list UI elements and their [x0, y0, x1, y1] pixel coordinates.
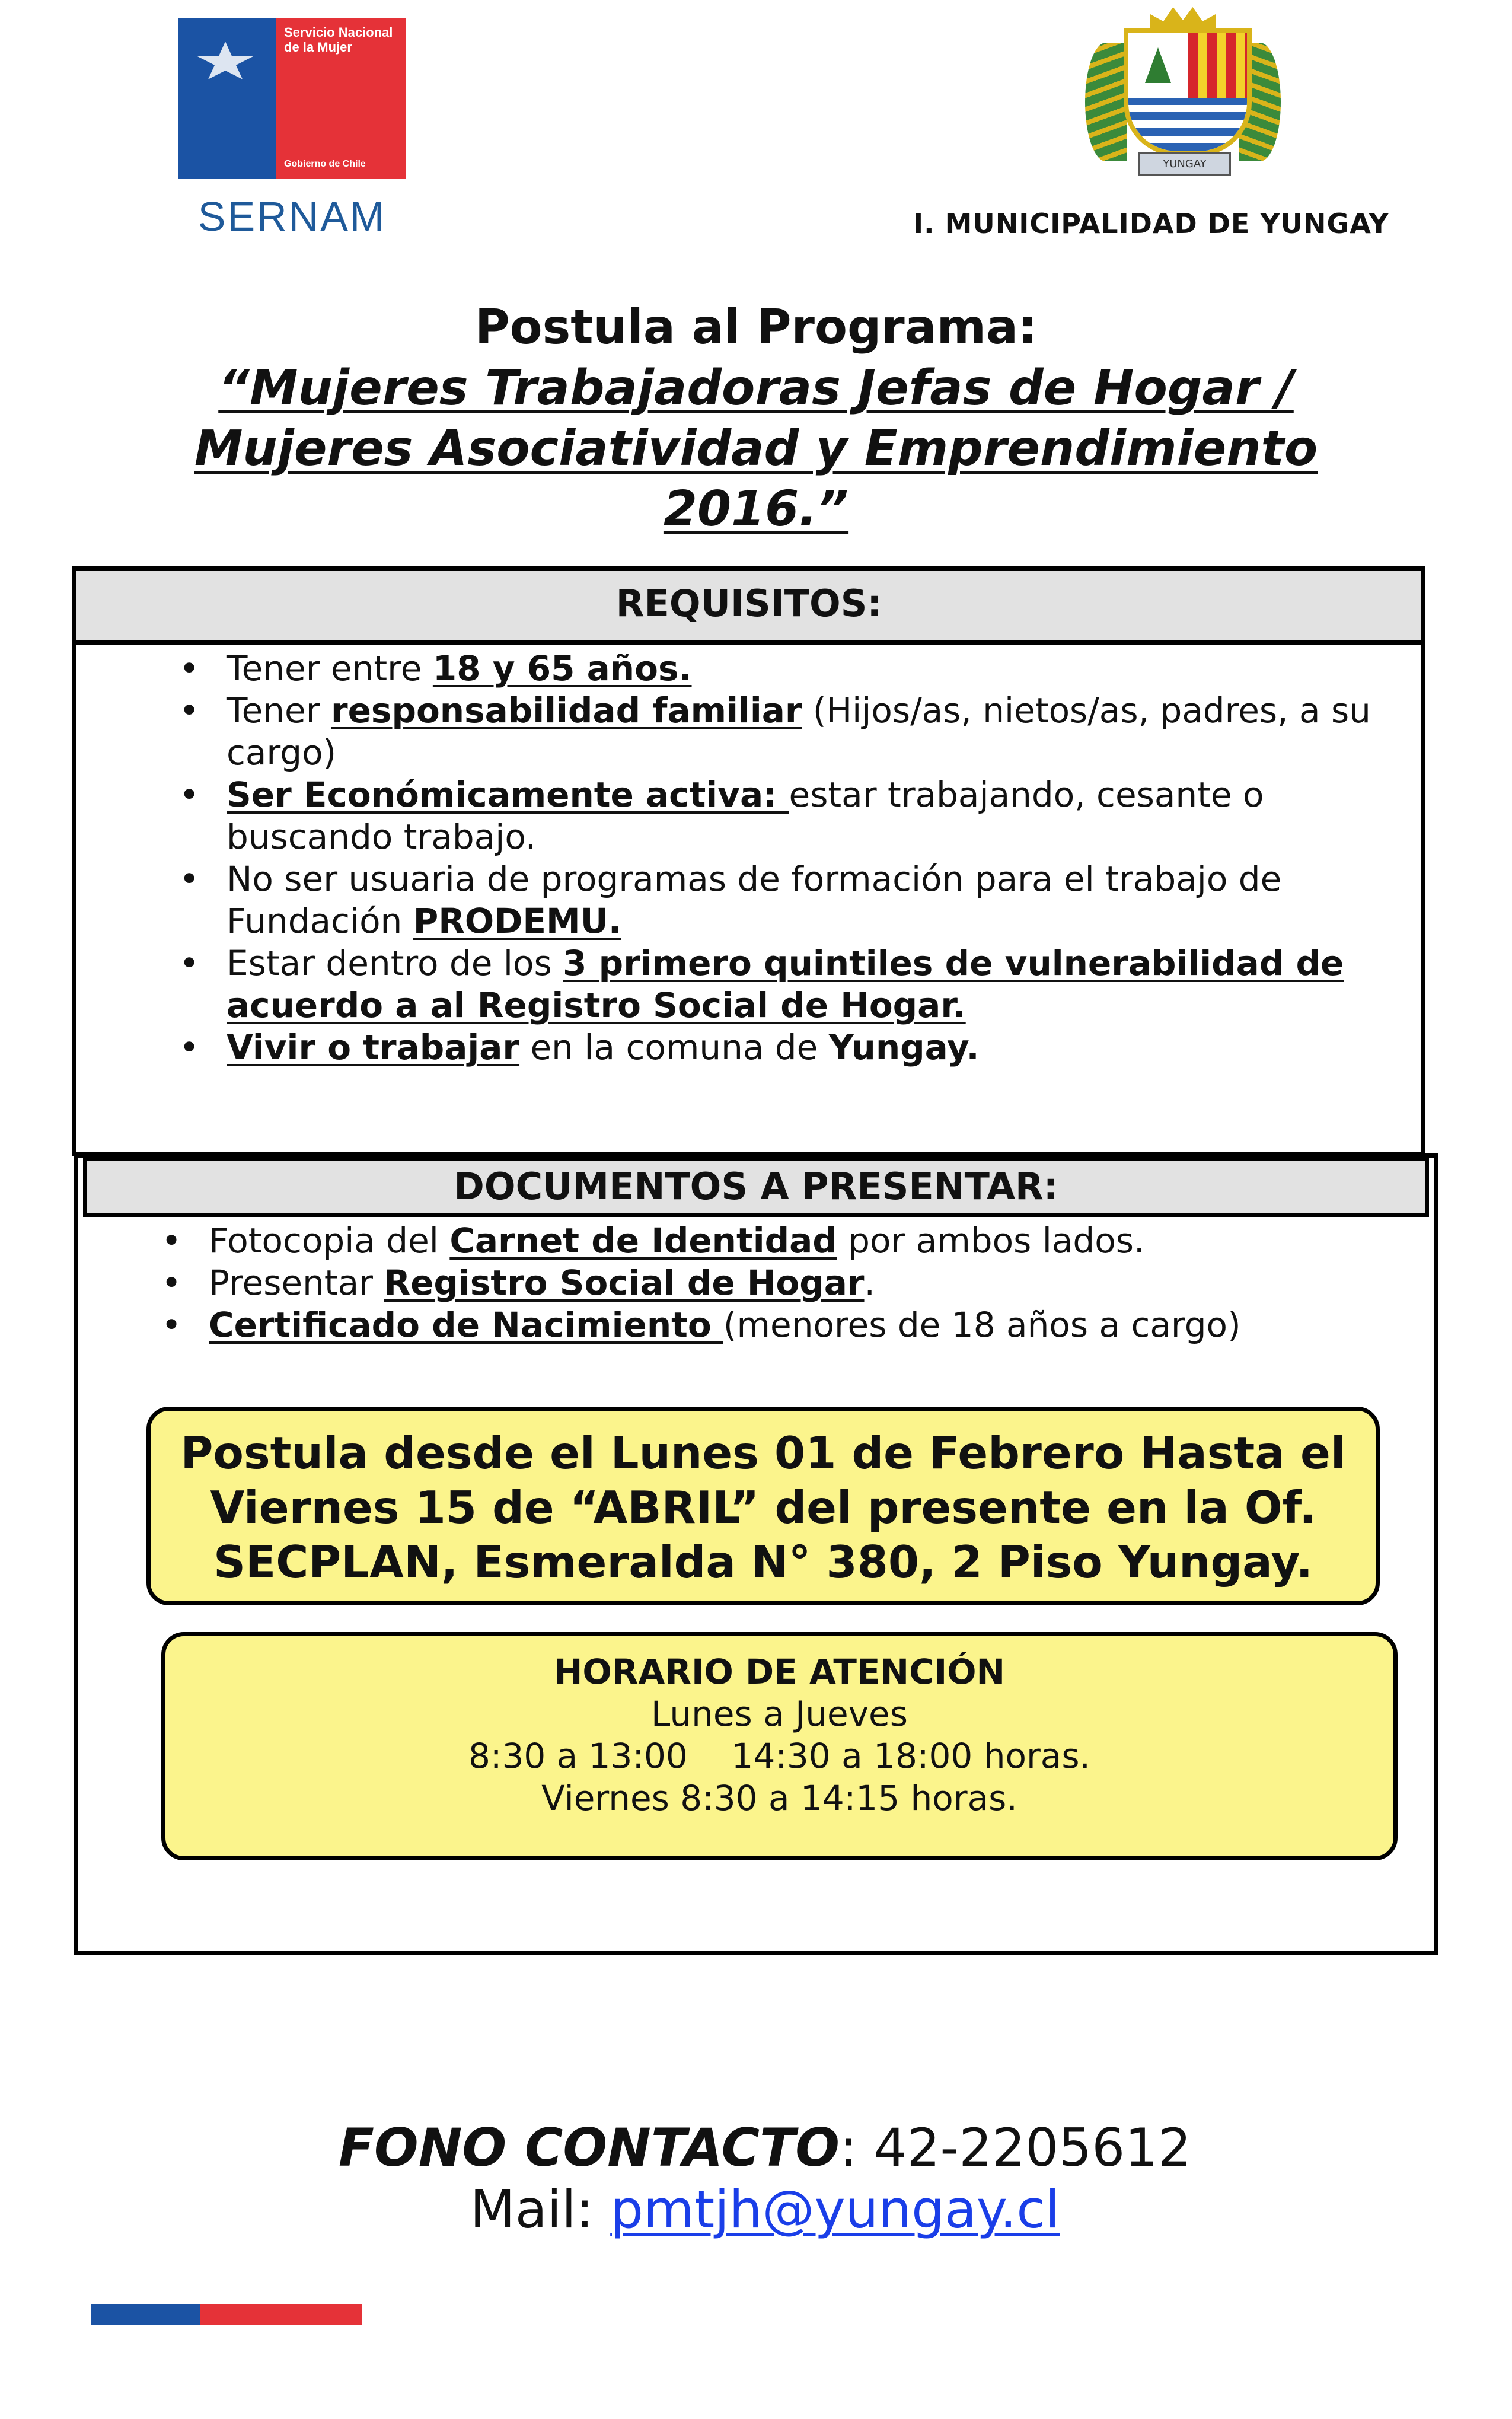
sernam-wordmark: SERNAM — [197, 193, 387, 240]
crest-crown — [1150, 7, 1216, 31]
horario-box — [161, 1632, 1398, 1860]
list-item: • Presentar Registro Social de Hogar. — [209, 1262, 1395, 1304]
requisitos-list — [227, 648, 1406, 1069]
mail-label: Mail: — [470, 2179, 611, 2240]
list-item: • Tener responsabilidad familiar (Hijos/as, nietos/as, padres, a su cargo) — [227, 690, 1406, 774]
sernam-gov-text: Gobierno de Chile — [284, 159, 366, 169]
footer-flag-bar — [91, 2304, 362, 2325]
list-item: • Ser Económicamente activa: estar trabajando, cesante o buscando trabajo. — [227, 774, 1406, 858]
postula-dates-box — [146, 1407, 1380, 1605]
footer-bar-red — [200, 2304, 362, 2325]
fono-line — [178, 2117, 1352, 2179]
yungay-crest-icon — [1085, 7, 1281, 185]
horario-title: HORARIO DE ATENCIÓN — [553, 1652, 1006, 1692]
documentos-heading: DOCUMENTOS A PRESENTAR: — [83, 1158, 1429, 1217]
title-line-1: Postula al Programa: — [474, 299, 1037, 355]
list-item: • Tener entre 18 y 65 años. — [227, 648, 1406, 690]
crest-ribbon: YUNGAY — [1138, 152, 1231, 176]
horario-line-2: 8:30 a 13:00 14:30 a 18:00 horas. — [468, 1736, 1090, 1776]
star-icon — [196, 42, 255, 83]
contact-block — [178, 2117, 1352, 2240]
list-item: • Vivir o trabajar en la comuna de Yungay. — [227, 1027, 1406, 1069]
sernam-flag — [178, 18, 406, 179]
sernam-flag-text: Servicio Nacional de la Mujer — [284, 25, 393, 55]
mail-link[interactable]: pmtjh@yungay.cl — [610, 2179, 1060, 2240]
flag-blue-field — [178, 18, 276, 179]
list-item: • No ser usuaria de programas de formación para el trabajo de Fundación PRODEMU. — [227, 858, 1406, 942]
title-line-4: 2016.” — [663, 481, 849, 537]
list-item: • Estar dentro de los 3 primero quintiles de vulnerabilidad de acuerdo a al Registro Social de Hogar. — [227, 942, 1406, 1027]
title-line-2: “Mujeres Trabajadoras Jefas de Hogar / — [218, 360, 1294, 416]
fono-number: : 42-2205612 — [839, 2117, 1192, 2178]
fono-label: FONO CONTACTO — [338, 2117, 840, 2178]
flag-red-field — [276, 18, 406, 179]
horario-line-1: Lunes a Jueves — [651, 1694, 908, 1734]
list-item: • Certificado de Nacimiento (menores de 18 años a cargo) — [209, 1304, 1395, 1346]
crest-leaf-left — [1085, 43, 1127, 161]
program-title — [71, 297, 1441, 540]
crest-shield — [1124, 28, 1252, 156]
list-item: • Fotocopia del Carnet de Identidad por ambos lados. — [209, 1220, 1395, 1262]
mail-line — [178, 2179, 1352, 2240]
documentos-list — [209, 1220, 1395, 1346]
postula-line-2: Viernes 15 de “ABRIL” del presente en la Of. — [210, 1481, 1316, 1534]
municipalidad-heading: I. MUNICIPALIDAD DE YUNGAY — [913, 208, 1389, 240]
requisitos-heading: REQUISITOS: — [76, 571, 1421, 645]
title-line-3: Mujeres Asociatividad y Emprendimiento — [194, 420, 1318, 477]
sernam-logo — [178, 18, 406, 240]
horario-line-3: Viernes 8:30 a 14:15 horas. — [541, 1778, 1017, 1818]
postula-line-3: SECPLAN, Esmeralda N° 380, 2 Piso Yungay. — [213, 1536, 1313, 1588]
requisitos-box — [72, 566, 1425, 1156]
footer-bar-blue — [91, 2304, 200, 2325]
postula-line-1: Postula desde el Lunes 01 de Febrero Hasta el — [180, 1427, 1346, 1479]
documentos-box — [74, 1153, 1438, 1955]
